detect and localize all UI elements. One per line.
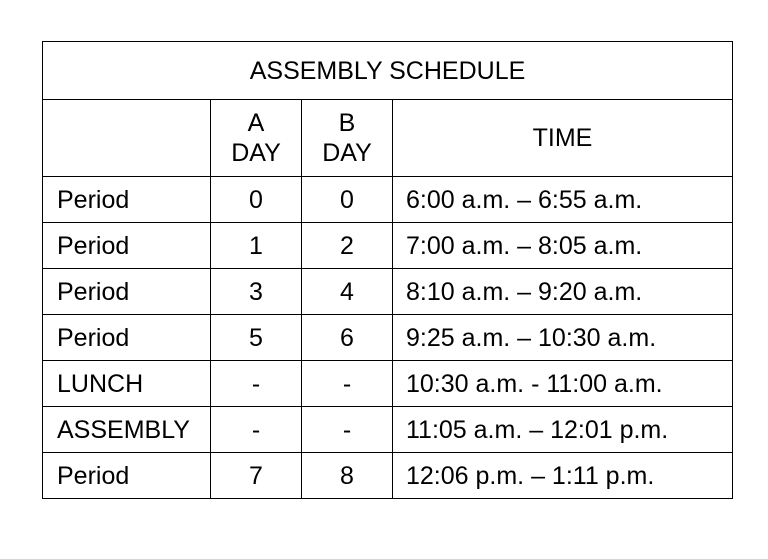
table-row — [43, 223, 733, 269]
header-a-day-line1: A — [247, 109, 265, 137]
row-a-day: 1 — [211, 223, 302, 269]
row-label: ASSEMBLY — [43, 407, 211, 453]
row-label: Period — [43, 269, 211, 315]
row-b-day: 8 — [302, 453, 393, 499]
row-time: 8:10 a.m. – 9:20 a.m. — [393, 269, 733, 315]
row-time: 6:00 a.m. – 6:55 a.m. — [393, 177, 733, 223]
row-time: 11:05 a.m. – 12:01 p.m. — [393, 407, 733, 453]
row-time: 9:25 a.m. – 10:30 a.m. — [393, 315, 733, 361]
row-b-day: 0 — [302, 177, 393, 223]
table-row — [43, 315, 733, 361]
row-a-day: - — [211, 361, 302, 407]
title-row — [43, 42, 733, 100]
row-b-day: - — [302, 361, 393, 407]
row-a-day: 5 — [211, 315, 302, 361]
row-time: 10:30 a.m. - 11:00 a.m. — [393, 361, 733, 407]
header-b-day — [302, 100, 393, 177]
table-row — [43, 269, 733, 315]
header-a-day — [211, 100, 302, 177]
header-time: TIME — [393, 100, 733, 177]
row-label: Period — [43, 223, 211, 269]
row-b-day: 2 — [302, 223, 393, 269]
row-label: Period — [43, 177, 211, 223]
row-a-day: 7 — [211, 453, 302, 499]
header-row — [43, 100, 733, 177]
row-label: Period — [43, 315, 211, 361]
row-label: Period — [43, 453, 211, 499]
row-a-day: 0 — [211, 177, 302, 223]
header-a-day-line2: DAY — [231, 139, 281, 167]
table-row — [43, 407, 733, 453]
row-a-day: 3 — [211, 269, 302, 315]
row-time: 12:06 p.m. – 1:11 p.m. — [393, 453, 733, 499]
header-b-day-line1: B — [338, 109, 356, 137]
row-time: 7:00 a.m. – 8:05 a.m. — [393, 223, 733, 269]
row-b-day: - — [302, 407, 393, 453]
row-b-day: 6 — [302, 315, 393, 361]
assembly-schedule-table — [42, 41, 733, 499]
row-a-day: - — [211, 407, 302, 453]
table-row — [43, 453, 733, 499]
table-row — [43, 177, 733, 223]
header-b-day-line2: DAY — [322, 139, 372, 167]
table-title: ASSEMBLY SCHEDULE — [43, 42, 733, 100]
row-label: LUNCH — [43, 361, 211, 407]
row-b-day: 4 — [302, 269, 393, 315]
header-label-cell — [43, 100, 211, 177]
table-row — [43, 361, 733, 407]
